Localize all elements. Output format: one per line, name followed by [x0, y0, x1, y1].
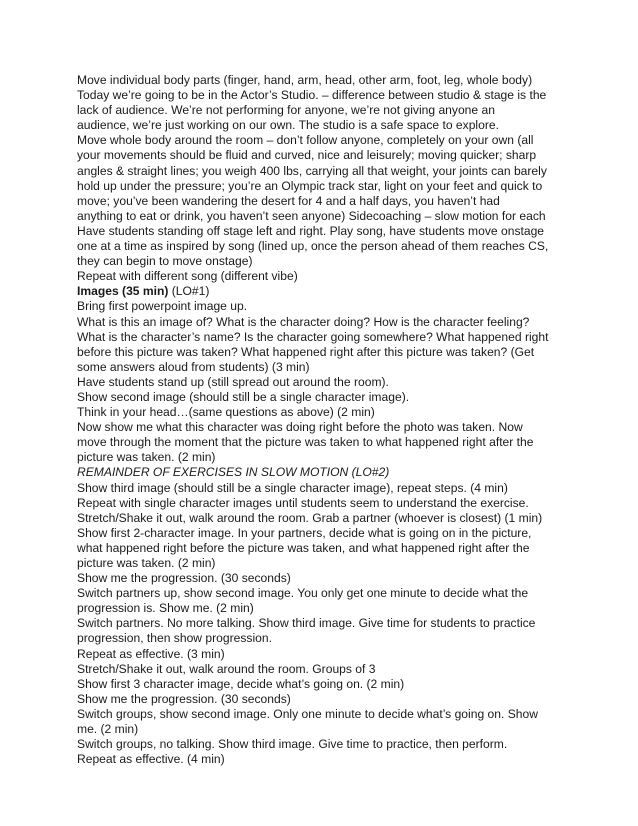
text-line: Bring first powerpoint image up.	[77, 299, 248, 314]
slow-motion-heading: REMAINDER OF EXERCISES IN SLOW MOTION (LO#2)	[77, 465, 390, 480]
text-line: What is the character’s name? Is the character going somewhere? What happened right	[77, 329, 549, 344]
text-line: Stretch/Shake it out, walk around the room. Grab a partner (whoever is closest) (1 min)	[77, 510, 543, 525]
text-line: picture was taken. (2 min)	[77, 450, 216, 465]
images-section-heading	[77, 284, 577, 299]
text-line: What is this an image of? What is the character doing? How is the character feeling?	[77, 314, 530, 329]
text-line: what happened right before the picture was taken, and what happened right after the	[77, 540, 530, 555]
text-line: hold up under the pressure; you’re an Olympic track star, light on your feet and quick to	[77, 178, 543, 193]
text-line: Show me the progression. (30 seconds)	[77, 571, 291, 586]
text-line: before this picture was taken? What happened right after this picture was taken? (Get	[77, 344, 535, 359]
images-heading-lo: (LO#1)	[168, 284, 210, 299]
text-line: Show second image (should still be a single character image).	[77, 389, 410, 404]
text-line: lack of audience. We’re not performing for anyone, we’re not giving anyone an	[77, 103, 495, 118]
text-line: Switch groups, show second image. Only one minute to decide what’s going on. Show	[77, 706, 538, 721]
text-line: move through the moment that the picture was taken to what happened right after the	[77, 435, 534, 450]
text-line: Show third image (should still be a single character image), repeat steps. (4 min)	[77, 480, 508, 495]
text-line: Move individual body parts (finger, hand, arm, head, other arm, foot, leg, whole body)	[77, 73, 533, 87]
text-line: Repeat as effective. (3 min)	[77, 646, 225, 661]
text-line: Now show me what this character was doing right before the photo was taken. Now	[77, 420, 523, 435]
text-line: Think in your head…(same questions as above) (2 min)	[77, 405, 375, 420]
text-line: Have students standing off stage left and right. Play song, have students move onstage	[77, 223, 545, 238]
text-line: Stretch/Shake it out, walk around the room. Groups of 3	[77, 661, 376, 676]
text-line: Have students stand up (still spread out around the room).	[77, 374, 389, 389]
text-line: me. (2 min)	[77, 722, 139, 737]
images-heading-bold: Images (35 min)	[77, 284, 169, 299]
text-line: picture was taken. (2 min)	[77, 556, 216, 570]
text-line: Show first 2-character image. In your partners, decide what is going on in the picture,	[77, 525, 532, 540]
text-line: angles & straight lines; you weigh 400 lbs, carrying all that weight, your joints can barely	[77, 163, 547, 178]
text-line: Move whole body around the room – don’t follow anyone, completely on your own (all	[77, 133, 534, 148]
text-line: Repeat as effective. (4 min)	[77, 752, 225, 767]
text-line: Repeat with single character images until students seem to understand the exercise.	[77, 495, 529, 510]
text-line: some answers aloud from students) (3 min)	[77, 359, 310, 374]
text-line: Switch groups, no talking. Show third image. Give time to practice, then perform.	[77, 737, 508, 752]
text-line: anything to eat or drink, you haven’t seen anyone) Sidecoaching – slow motion for each	[77, 208, 546, 223]
text-line: Today we’re going to be in the Actor’s Studio. – difference between studio & stage is the	[77, 88, 547, 103]
text-line: your movements should be fluid and curved, nice and leisurely; moving quicker; sharp	[77, 148, 537, 163]
text-line: Repeat with different song (different vibe)	[77, 269, 298, 284]
text-line: one at a time as inspired by song (lined up, once the person ahead of them reaches CS,	[77, 239, 549, 254]
text-line: audience, we’re just working on our own. The studio is a safe space to explore.	[77, 118, 499, 133]
text-line: Show first 3 character image, decide what’s going on. (2 min)	[77, 676, 405, 691]
text-line: Show me the progression. (30 seconds)	[77, 691, 291, 706]
text-line: progression, then show progression.	[77, 631, 272, 646]
text-line: move; you’ve been wandering the desert for 4 and a half days, you haven’t had	[77, 193, 500, 208]
text-line: they can begin to move onstage)	[77, 254, 253, 269]
document-body	[77, 73, 577, 767]
text-line: Switch partners up, show second image. You only get one minute to decide what the	[77, 586, 529, 601]
text-line: progression is. Show me. (2 min)	[77, 601, 254, 616]
text-line: Switch partners. No more talking. Show third image. Give time for students to practice	[77, 616, 536, 631]
